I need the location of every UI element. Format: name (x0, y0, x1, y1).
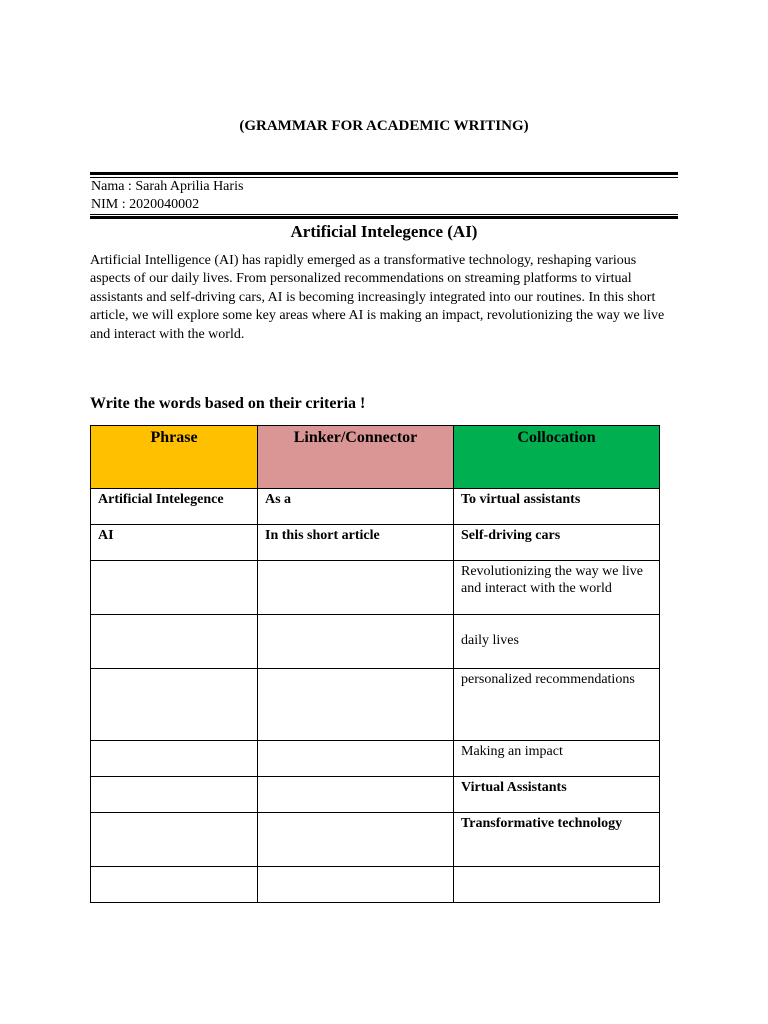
phrase-cell (91, 777, 258, 813)
linker-cell (258, 669, 454, 741)
student-name: Nama : Sarah Aprilia Haris (91, 179, 244, 194)
table-row (91, 615, 660, 669)
linker-cell (258, 867, 454, 903)
phrase-cell (91, 669, 258, 741)
phrase-cell (91, 741, 258, 777)
phrase-cell: AI (91, 525, 258, 561)
linker-cell (258, 561, 454, 615)
collocation-cell: Self-driving cars (454, 525, 660, 561)
table-row (91, 489, 660, 525)
header-collocation: Collocation (454, 426, 660, 489)
table-row (91, 777, 660, 813)
phrase-cell (91, 867, 258, 903)
student-nim: NIM : 2020040002 (91, 197, 200, 212)
course-title: (GRAMMAR FOR ACADEMIC WRITING) (239, 118, 529, 134)
header-rule-bottom-thick (90, 216, 678, 219)
phrase-cell (91, 615, 258, 669)
table-row (91, 525, 660, 561)
table-row (91, 741, 660, 777)
collocation-cell: Making an impact (454, 741, 660, 777)
collocation-cell: To virtual assistants (454, 489, 660, 525)
collocation-cell: Virtual Assistants (454, 777, 660, 813)
header-phrase: Phrase (91, 426, 258, 489)
linker-cell: As a (258, 489, 454, 525)
linker-cell (258, 777, 454, 813)
linker-cell (258, 615, 454, 669)
collocation-cell (454, 867, 660, 903)
collocation-cell: personalized recommendations (454, 669, 660, 741)
table-row (91, 867, 660, 903)
article-body: Artificial Intelligence (AI) has rapidly emerged as a transformative technology, reshaping various aspects of our daily lives. From personalized recommendations on streaming platforms to virtual assistants and self-driving cars, AI is becoming increasingly integrated into our routines. In this short article, we will explore some key areas where AI is making an impact, revolutionizing the way we live and interact with the world. (90, 253, 665, 342)
criteria-table (90, 425, 660, 903)
linker-cell: In this short article (258, 525, 454, 561)
table-row (91, 669, 660, 741)
collocation-cell: daily lives (454, 615, 660, 669)
header-rule-top-thick (90, 172, 678, 175)
table-header-row (91, 426, 660, 489)
collocation-cell: Transformative technology (454, 813, 660, 867)
collocation-cell: Revolutionizing the way we live and interact with the world (454, 561, 660, 615)
table-row (91, 561, 660, 615)
phrase-cell: Artificial Intelegence (91, 489, 258, 525)
article-title: Artificial Intelegence (AI) (290, 222, 478, 241)
linker-cell (258, 741, 454, 777)
header-linker: Linker/Connector (258, 426, 454, 489)
task-instruction: Write the words based on their criteria ! (90, 395, 366, 412)
header-rule-bottom-thin (90, 214, 678, 215)
phrase-cell (91, 813, 258, 867)
linker-cell (258, 813, 454, 867)
table-row (91, 813, 660, 867)
phrase-cell (91, 561, 258, 615)
